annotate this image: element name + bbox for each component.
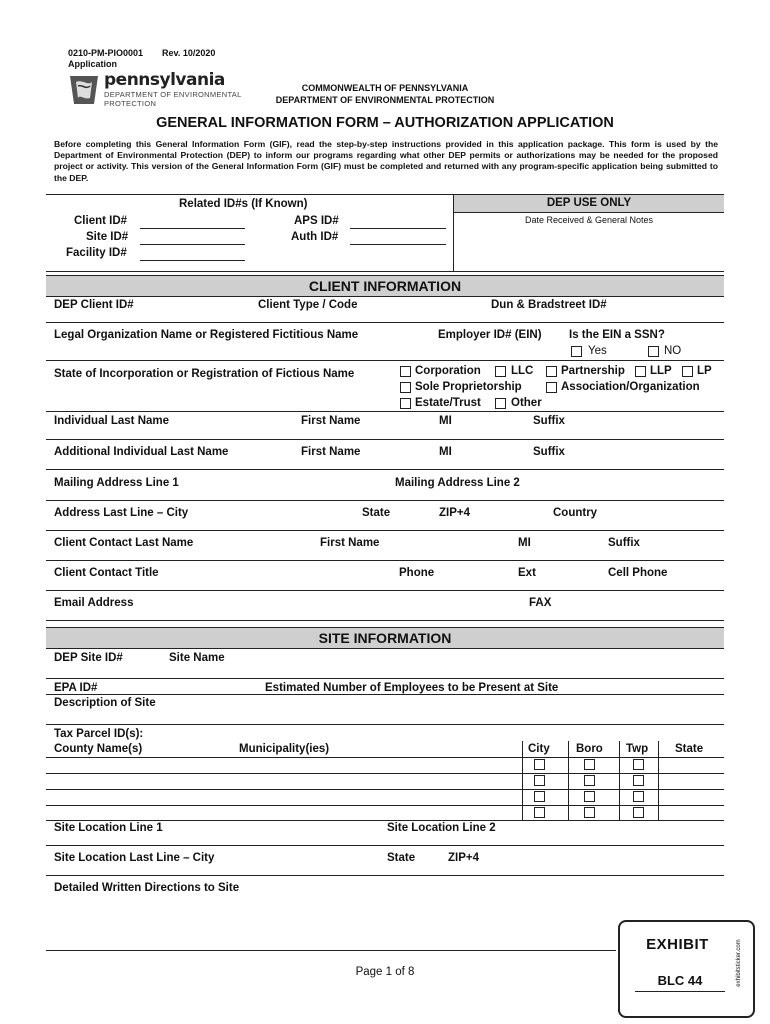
mail2-label: Mailing Address Line 2 — [395, 477, 520, 489]
add-ind-last-label: Additional Individual Last Name — [54, 446, 229, 458]
partnership-checkbox[interactable] — [546, 366, 557, 377]
address-zip-label: ZIP+4 — [439, 507, 471, 519]
dep-use-heading: DEP USE ONLY — [546, 197, 632, 209]
address-state-label: State — [362, 507, 391, 519]
auth-id-field[interactable] — [350, 244, 446, 245]
municipality-label: Municipality(ies) — [239, 743, 330, 755]
ind-mi-label: MI — [439, 415, 452, 427]
dep-use-sub: Date Received & General Notes — [524, 215, 654, 225]
sole-prop-label: Sole Proprietorship — [415, 381, 522, 393]
contact-mi-label: MI — [518, 537, 531, 549]
estate-checkbox[interactable] — [400, 398, 411, 409]
directions-label: Detailed Written Directions to Site — [54, 882, 240, 894]
boro-checkbox-3[interactable] — [584, 791, 595, 802]
employees-label: Estimated Number of Employees to be Present at Site — [265, 682, 559, 694]
phone-label: Phone — [399, 567, 435, 579]
client-info-banner: CLIENT INFORMATION — [46, 275, 724, 297]
corporation-label: Corporation — [415, 365, 481, 377]
site-id-field[interactable] — [140, 244, 245, 245]
exhibit-label: EXHIBIT — [646, 936, 709, 953]
dun-bradstreet-label: Dun & Bradstreet ID# — [491, 299, 607, 311]
legal-name-label: Legal Organization Name or Registered Fictitious Name — [54, 329, 359, 341]
ein-ssn-label: Is the EIN a SSN? — [569, 329, 665, 341]
ind-suffix-label: Suffix — [533, 415, 565, 427]
aps-id-label: APS ID# — [294, 215, 339, 227]
lp-label: LP — [697, 365, 712, 377]
site-zip-label: ZIP+4 — [448, 852, 480, 864]
association-checkbox[interactable] — [546, 382, 557, 393]
address-last-label: Address Last Line – City — [54, 507, 189, 519]
agency-line-1: COMMONWEALTH OF PENNSYLVANIA — [301, 83, 469, 93]
dep-site-id-label: DEP Site ID# — [54, 652, 123, 664]
client-type-label: Client Type / Code — [258, 299, 358, 311]
related-ids-heading: Related ID#s (If Known) — [179, 198, 308, 210]
state-col-label: State — [675, 743, 704, 755]
ind-first-name-label: First Name — [301, 415, 361, 427]
site-info-banner: SITE INFORMATION — [46, 627, 724, 649]
logo-subline-1: DEPARTMENT OF ENVIRONMENTAL — [104, 90, 242, 99]
contact-title-label: Client Contact Title — [54, 567, 159, 579]
other-checkbox[interactable] — [495, 398, 506, 409]
llp-checkbox[interactable] — [635, 366, 646, 377]
cell-phone-label: Cell Phone — [608, 567, 668, 579]
twp-checkbox-2[interactable] — [633, 775, 644, 786]
site-loc-last-label: Site Location Last Line – City — [54, 852, 215, 864]
exhibit-sticker — [618, 920, 755, 1018]
llc-label: LLC — [511, 365, 534, 377]
site-state-label: State — [387, 852, 416, 864]
county-label: County Name(s) — [54, 743, 143, 755]
city-col-label: City — [528, 743, 550, 755]
add-suffix-label: Suffix — [533, 446, 565, 458]
contact-first-label: First Name — [320, 537, 380, 549]
association-label: Association/Organization — [561, 381, 700, 393]
site-loc1-label: Site Location Line 1 — [54, 822, 163, 834]
site-loc2-label: Site Location Line 2 — [387, 822, 496, 834]
revision: Rev. 10/2020 — [162, 48, 216, 58]
logo-subline-2: PROTECTION — [104, 99, 157, 108]
intro-paragraph: Before completing this General Information Form (GIF), read the step-by-step instructions provided in this application package. This form is used by the Department of Environmental Protection (DEP) to inform our programs regarding what other DEP permits or authorizations may be needed for the proposed project or activity. This version of the General Information Form (GIF) must be completed and returned with any program-specific application being submitted to the DEP. — [54, 139, 718, 183]
fax-label: FAX — [529, 597, 552, 609]
site-name-label: Site Name — [169, 652, 225, 664]
contact-suffix-label: Suffix — [608, 537, 640, 549]
ext-label: Ext — [518, 567, 536, 579]
facility-id-field[interactable] — [140, 260, 245, 261]
agency-line-2: DEPARTMENT OF ENVIRONMENTAL PROTECTION — [275, 95, 495, 105]
auth-id-label: Auth ID# — [291, 231, 339, 243]
boro-checkbox-2[interactable] — [584, 775, 595, 786]
ein-ssn-yes-label: Yes — [588, 345, 607, 357]
epa-id-label: EPA ID# — [54, 682, 98, 694]
tax-parcel-label: Tax Parcel ID(s): — [54, 728, 144, 740]
site-description-label: Description of Site — [54, 697, 156, 709]
twp-checkbox-1[interactable] — [633, 759, 644, 770]
twp-col-label: Twp — [626, 743, 649, 755]
city-checkbox-1[interactable] — [534, 759, 545, 770]
llp-label: LLP — [650, 365, 672, 377]
ind-last-name-label: Individual Last Name — [54, 415, 170, 427]
lp-checkbox[interactable] — [682, 366, 693, 377]
estate-label: Estate/Trust — [415, 397, 481, 409]
exhibit-side-text: exhibitsticker.com — [736, 939, 742, 987]
mail1-label: Mailing Address Line 1 — [54, 477, 179, 489]
page-title: GENERAL INFORMATION FORM – AUTHORIZATION APPLICATION — [156, 115, 614, 131]
ein-ssn-no-label: NO — [664, 345, 682, 357]
boro-col-label: Boro — [576, 743, 603, 755]
llc-checkbox[interactable] — [495, 366, 506, 377]
doc-type: Application — [68, 59, 117, 69]
ein-ssn-no-checkbox[interactable] — [648, 346, 659, 357]
keystone-icon — [66, 70, 102, 108]
twp-checkbox-3[interactable] — [633, 791, 644, 802]
other-label: Other — [511, 397, 542, 409]
form-number: 0210-PM-PIO0001 — [68, 48, 144, 58]
ein-ssn-yes-checkbox[interactable] — [571, 346, 582, 357]
add-mi-label: MI — [439, 446, 452, 458]
logo-wordmark: pennsylvania — [104, 70, 225, 90]
email-label: Email Address — [54, 597, 134, 609]
site-id-label: Site ID# — [86, 231, 129, 243]
client-id-label: Client ID# — [74, 215, 128, 227]
aps-id-field[interactable] — [350, 228, 446, 229]
twp-checkbox-4[interactable] — [633, 807, 644, 818]
facility-id-label: Facility ID# — [66, 247, 127, 259]
sole-prop-checkbox[interactable] — [400, 382, 411, 393]
ein-label: Employer ID# (EIN) — [438, 329, 542, 341]
city-checkbox-4[interactable] — [534, 807, 545, 818]
client-id-field[interactable] — [140, 228, 245, 229]
add-first-name-label: First Name — [301, 446, 361, 458]
boro-checkbox-4[interactable] — [584, 807, 595, 818]
page-number: Page 1 of 8 — [355, 966, 415, 978]
corporation-checkbox[interactable] — [400, 366, 411, 377]
contact-last-label: Client Contact Last Name — [54, 537, 194, 549]
partnership-label: Partnership — [561, 365, 625, 377]
address-country-label: Country — [553, 507, 598, 519]
exhibit-id: BLC 44 — [657, 973, 703, 988]
state-inc-label: State of Incorporation or Registration of Fictious Name — [54, 368, 355, 380]
city-checkbox-2[interactable] — [534, 775, 545, 786]
boro-checkbox-1[interactable] — [584, 759, 595, 770]
dep-client-id-label: DEP Client ID# — [54, 299, 134, 311]
city-checkbox-3[interactable] — [534, 791, 545, 802]
